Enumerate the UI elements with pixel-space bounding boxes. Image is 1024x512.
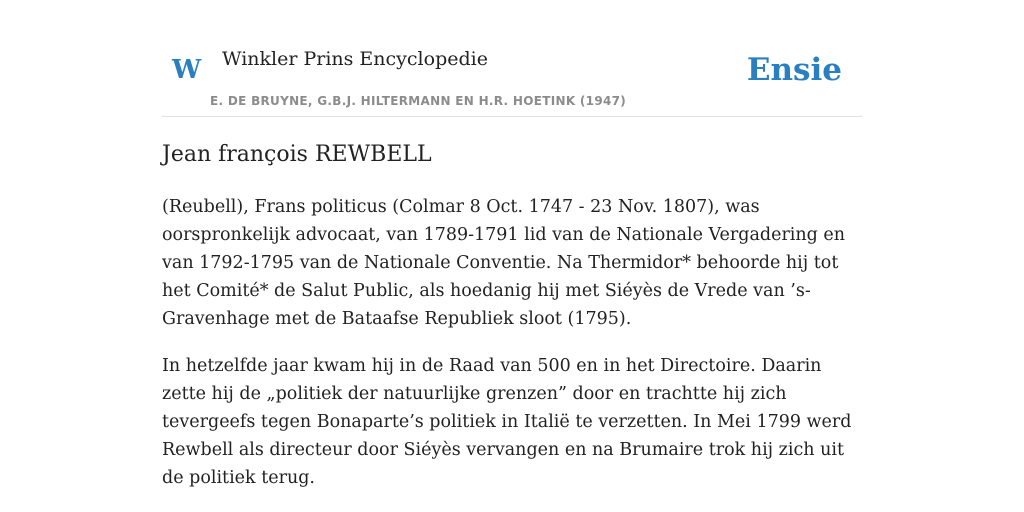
winkler-prins-logo[interactable]: W (172, 55, 202, 85)
encyclopedia-authors: E. DE BRUYNE, G.B.J. HILTERMANN EN H.R. HOETINK (1947) (210, 94, 627, 108)
encyclopedia-title[interactable]: Winkler Prins Encyclopedie (222, 48, 488, 70)
article-paragraph: (Reubell), Frans politicus (Colmar 8 Oct. 1747 - 23 Nov. 1807), was oorspronkelijk advocaat, van 1789-1791 lid van de Nationale Vergadering en van 1792-1795 van de Nationale Conventie. Na Thermidor* behoorde hij tot het Comité* de Salut Public, als hoedanig hij met Siéyès de Vrede van ’s-Gravenhage met de Bataafse Republiek sloot (1795). (162, 197, 846, 329)
article-paragraph: In hetzelfde jaar kwam hij in de Raad van 500 en in het Directoire. Daarin zette hij de „politiek der natuurlijke grenzen” door en trachtte hij zich tevergeefs tegen Bonaparte’s politiek in Italië te verzetten. In Mei 1799 werd Rewbell als directeur door Siéyès vervangen en na Brumaire trok hij zich uit de politiek terug. (162, 356, 852, 488)
article-title: Jean françois REWBELL (162, 142, 432, 167)
encyclopedia-header (162, 40, 862, 117)
article (162, 138, 862, 511)
ensie-brand-logo[interactable]: Ensie (746, 52, 842, 88)
